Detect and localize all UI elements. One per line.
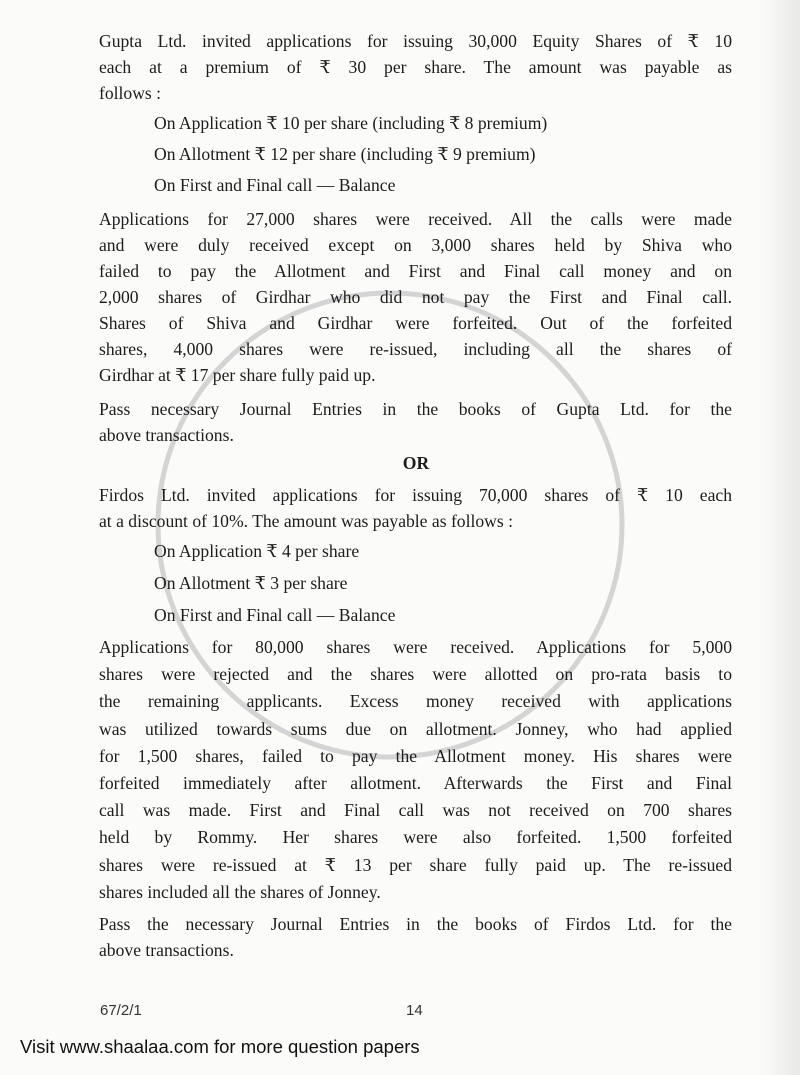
text-line: and were duly received except on 3,000 shares held by Shiva who	[99, 235, 732, 255]
text-line: Shares of Shiva and Girdhar were forfeited. Out of the forfeited	[99, 313, 732, 333]
text-line: Girdhar at ₹ 17 per share fully paid up.	[99, 365, 376, 385]
text-line: Pass the necessary Journal Entries in the books of Firdos Ltd. for the	[99, 914, 732, 934]
text-line: 2,000 shares of Girdhar who did not pay the First and Final call.	[99, 287, 732, 307]
page-number: 14	[406, 1002, 423, 1019]
text-line: held by Rommy. Her shares were also forfeited. 1,500 forfeited	[99, 827, 732, 848]
text-line: shares included all the shares of Jonney.	[99, 881, 381, 902]
question-b-details	[99, 634, 732, 906]
text-line: follows :	[99, 83, 162, 103]
or-separator: OR	[402, 453, 430, 473]
question-a-instruction	[99, 396, 732, 448]
term-final-call: On First and Final call — Balance	[154, 605, 396, 625]
question-a-intro	[99, 28, 732, 106]
visit-link[interactable]: Visit www.shaalaa.com for more question papers	[20, 1036, 420, 1057]
term-allotment: On Allotment ₹ 12 per share (including ₹ 9 premium)	[154, 144, 536, 164]
text-line: for 1,500 shares, failed to pay the Allotment money. His shares were	[99, 745, 732, 766]
term-application: On Application ₹ 10 per share (including ₹ 8 premium)	[154, 113, 548, 133]
text-line: Pass necessary Journal Entries in the books of Gupta Ltd. for the	[99, 399, 732, 419]
question-a-details	[99, 206, 732, 388]
text-line: Applications for 27,000 shares were received. All the calls were made	[99, 209, 732, 229]
text-line: forfeited immediately after allotment. Afterwards the First and Final	[99, 772, 732, 793]
text-line: above transactions.	[99, 425, 234, 445]
text-line: shares were rejected and the shares were allotted on pro-rata basis to	[99, 664, 732, 685]
text-line: at a discount of 10%. The amount was payable as follows :	[99, 511, 514, 531]
text-line: Firdos Ltd. invited applications for issuing 70,000 shares of ₹ 10 each	[99, 485, 732, 505]
term-application: On Application ₹ 4 per share	[154, 541, 360, 561]
scan-edge-shadow	[760, 0, 800, 1075]
text-line: Gupta Ltd. invited applications for issuing 30,000 Equity Shares of ₹ 10	[99, 31, 732, 51]
text-line: Applications for 80,000 shares were received. Applications for 5,000	[99, 637, 732, 657]
text-line: shares, 4,000 shares were re-issued, including all the shares of	[99, 339, 732, 359]
question-b-intro	[99, 482, 732, 534]
text-line: shares were re-issued at ₹ 13 per share fully paid up. The re-issued	[99, 854, 732, 875]
text-line: was utilized towards sums due on allotment. Jonney, who had applied	[99, 718, 732, 739]
text-line: each at a premium of ₹ 30 per share. The amount was payable as	[99, 57, 732, 77]
text-line: call was made. First and Final call was not received on 700 shares	[99, 800, 732, 821]
text-line: above transactions.	[99, 940, 234, 960]
term-final-call: On First and Final call — Balance	[154, 175, 396, 195]
question-b-instruction	[99, 911, 732, 963]
text-line: the remaining applicants. Excess money received with applications	[99, 691, 732, 712]
text-line: failed to pay the Allotment and First and Final call money and on	[99, 261, 732, 281]
term-allotment: On Allotment ₹ 3 per share	[154, 573, 348, 593]
paper-code: 67/2/1	[100, 1002, 142, 1019]
